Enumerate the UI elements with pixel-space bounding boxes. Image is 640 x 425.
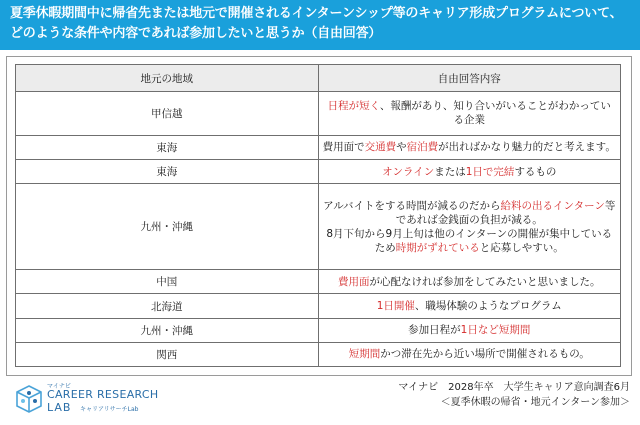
cube-logo-icon [14,384,44,414]
answer-cell [318,159,621,183]
answer-line [323,199,617,227]
column-header-answer: 自由回答内容 [318,65,621,92]
highlighted-text: 日程が短く [327,100,380,113]
region-cell: 東海 [16,135,319,159]
highlighted-text: 1日で完結 [465,165,515,178]
table-row [16,318,621,342]
table-row [16,135,621,159]
answer-line [323,227,617,255]
table-row [16,342,621,366]
highlighted-text: 時期がずれている [395,241,480,254]
source-note [398,380,630,410]
highlighted-text: 1日開催 [376,300,415,313]
region-cell: 関西 [16,342,319,366]
answer-text: 、職場体験のようなプログラム [414,300,562,313]
answer-cell [318,342,621,366]
table-row [16,184,621,270]
region-cell: 東海 [16,159,319,183]
answer-line [323,275,617,289]
answer-line [323,347,617,361]
answer-text: かつ滞在先から近い場所で開催されるもの。 [380,348,590,361]
answer-cell [318,135,621,159]
region-cell: 北海道 [16,294,319,318]
region-cell: 甲信越 [16,92,319,136]
table-body [16,92,621,367]
answer-cell [318,294,621,318]
answer-text: や [396,141,407,154]
source-line-1: マイナビ 2028年卒 大学生キャリア意向調査6月 [398,382,630,393]
table-row [16,294,621,318]
answer-cell [318,92,621,136]
answer-cell [318,184,621,270]
answer-text: と応募しやすい。 [479,241,564,254]
answer-text: 費用面で [322,141,365,154]
answer-text: 参加日程が [408,324,461,337]
highlighted-text: 宿泊費 [406,141,439,154]
answer-line [323,323,617,337]
column-header-region: 地元の地域 [16,65,319,92]
answer-cell [318,270,621,294]
highlighted-text: 費用面 [338,275,370,288]
logo-text-line2: LAB [47,401,72,414]
highlighted-text: 短期間 [348,348,381,361]
highlighted-text: 交通費 [364,141,397,154]
answer-text: または [434,165,466,178]
answer-text: が出ればかなり魅力的だと考えます。 [438,141,616,154]
logo-brand-small: マイナビ [47,383,71,390]
answer-line [323,99,617,127]
source-line-2: ＜夏季休暇の帰省・地元インターン参加＞ [440,397,630,408]
highlighted-text: 1日など短期間 [460,324,531,337]
table-row [16,270,621,294]
answer-text: 等であれば金銭面の負担が減る。 [395,199,616,226]
highlighted-text: 給料の出るインターン [500,199,605,212]
answer-text: 8月下旬から9月上旬は他のインターンの開催が集中しているため [326,227,613,254]
answer-text: するもの [514,165,557,178]
region-cell: 中国 [16,270,319,294]
table-header-row [16,65,621,92]
page-title: 夏季休暇期間中に帰省先または地元で開催されるインターンシップ等のキャリア形成プログラムについて、どのような条件や内容であれば参加したいと思うか（自由回答） [10,6,623,41]
region-cell: 九州・沖縄 [16,318,319,342]
logo-subtitle: キャリアリサーチLab [80,406,139,413]
answer-line [323,140,617,154]
logo-text-line1: CAREER RESEARCH [47,388,159,401]
answer-text: アルバイトをする時間が減るのだから [323,199,501,212]
header-banner [0,0,640,50]
answer-line [323,299,617,313]
answer-line [323,165,617,179]
region-cell: 九州・沖縄 [16,184,319,270]
highlighted-text: オンライン [382,165,435,178]
career-research-lab-logo [14,380,184,420]
answer-text: が心配なければ参加をしてみたいと思いました。 [369,275,601,288]
answer-cell [318,318,621,342]
table-row [16,92,621,136]
survey-table [15,64,621,367]
table-row [16,159,621,183]
answer-text: 、報酬があり、知り合いがいることがわかっている企業 [379,100,611,127]
